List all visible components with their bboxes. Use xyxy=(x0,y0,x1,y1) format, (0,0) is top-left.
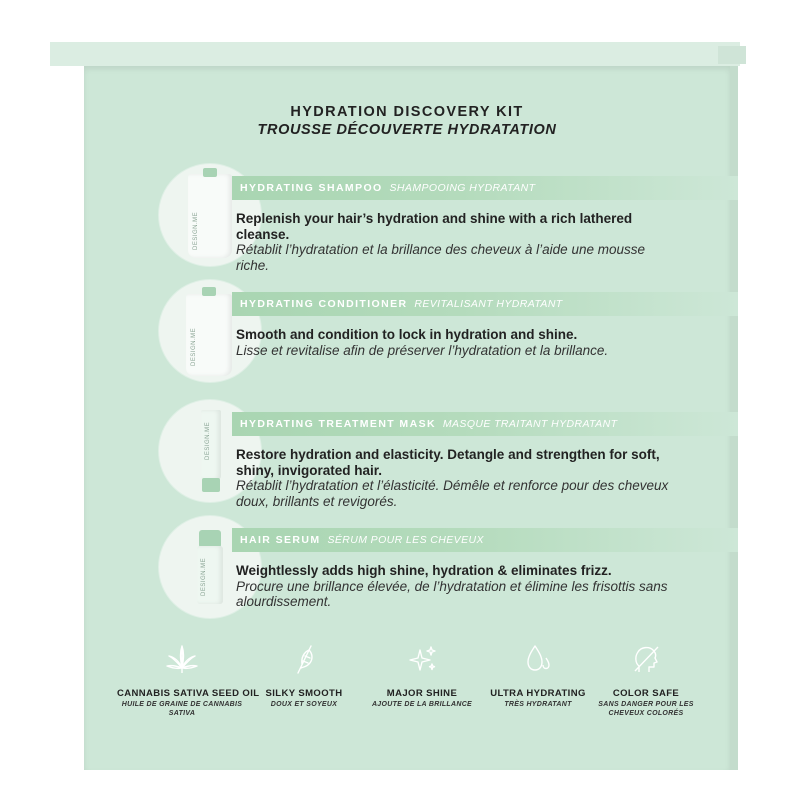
product-hair-serum xyxy=(84,516,730,626)
feature-label-fr: TRÈS HYDRATANT xyxy=(504,701,572,708)
box-top-flap xyxy=(50,42,740,66)
feature-major-shine xyxy=(362,644,482,710)
product-shampoo xyxy=(84,164,730,274)
feature-label: CANNABIS SATIVA SEED OIL xyxy=(117,688,260,699)
product-description xyxy=(236,563,681,610)
product-conditioner xyxy=(84,280,730,390)
product-description xyxy=(236,211,681,273)
product-treatment-mask xyxy=(84,400,730,510)
feather-icon xyxy=(289,644,319,674)
product-description xyxy=(236,447,681,509)
description-en: Weightlessly adds high shine, hydration & eliminates frizz. xyxy=(236,563,612,578)
product-name: HYDRATING CONDITIONER xyxy=(240,298,408,310)
description-en: Restore hydration and elasticity. Detangle and strengthen for soft, shiny, invigorated hair. xyxy=(236,447,660,478)
feature-label: SILKY SMOOTH xyxy=(265,688,343,699)
feature-label-fr: HUILE DE GRAINE DE CANNABIS SATIVA xyxy=(121,701,243,717)
product-name: HAIR SERUM xyxy=(240,534,321,546)
feature-color-safe xyxy=(584,644,708,718)
pkg-label: DESIGN.ME xyxy=(193,211,199,250)
description-fr: Procure une brillance élevée, de l’hydratation et élimine les frisottis sans alourdissement. xyxy=(236,578,668,609)
feature-label-fr: DOUX ET SOYEUX xyxy=(270,701,338,708)
pkg-label: DESIGN.ME xyxy=(205,421,211,460)
pkg-label: DESIGN.ME xyxy=(201,557,207,596)
product-band xyxy=(232,528,738,552)
product-name: HYDRATING TREATMENT MASK xyxy=(240,418,436,430)
description-en: Smooth and condition to lock in hydration and shine. xyxy=(236,327,578,342)
water-drops-icon xyxy=(523,644,553,674)
kit-subtitle: TROUSSE DÉCOUVERTE HYDRATATION xyxy=(257,122,557,138)
feature-label-fr: SANS DANGER POUR LES CHEVEUX COLORÉS xyxy=(598,701,694,717)
feature-cannabis xyxy=(117,644,260,718)
feature-silky-smooth xyxy=(246,644,362,710)
sparkle-icon xyxy=(407,644,437,674)
product-description xyxy=(236,327,681,358)
product-name-fr: SHAMPOOING HYDRATANT xyxy=(389,182,536,194)
product-band xyxy=(232,292,738,316)
box-front-panel xyxy=(84,66,730,770)
description-fr: Rétablit l’hydratation et l’élasticité. Démêle et renforce pour des cheveux doux, brillants et revigorés. xyxy=(236,478,669,509)
feature-label: MAJOR SHINE xyxy=(386,688,458,699)
product-band xyxy=(232,176,738,200)
product-name-fr: REVITALISANT HYDRATANT xyxy=(414,298,563,310)
feature-label: COLOR SAFE xyxy=(612,688,680,699)
kit-title: HYDRATION DISCOVERY KIT xyxy=(290,104,524,120)
feature-label-fr: AJOUTE DE LA BRILLANCE xyxy=(371,701,473,708)
feature-ultra-hydrating xyxy=(480,644,596,710)
cannabis-leaf-icon xyxy=(165,644,199,674)
product-name-fr: MASQUE TRAITANT HYDRATANT xyxy=(442,418,618,430)
description-fr: Lisse et revitalise afin de préserver l’hydratation et la brillance. xyxy=(236,342,609,358)
product-name: HYDRATING SHAMPOO xyxy=(240,182,383,194)
description-fr: Rétablit l’hydratation et la brillance des cheveux à l’aide une mousse riche. xyxy=(236,242,645,273)
product-band xyxy=(232,412,738,436)
box-flap-edge xyxy=(718,46,746,64)
product-name-fr: SÉRUM POUR LES CHEVEUX xyxy=(327,534,484,546)
description-en: Replenish your hair’s hydration and shine with a rich lathered cleanse. xyxy=(236,211,633,242)
pkg-label: DESIGN.ME xyxy=(191,327,197,366)
feature-label: ULTRA HYDRATING xyxy=(490,688,586,699)
color-safe-head-icon xyxy=(631,644,661,674)
